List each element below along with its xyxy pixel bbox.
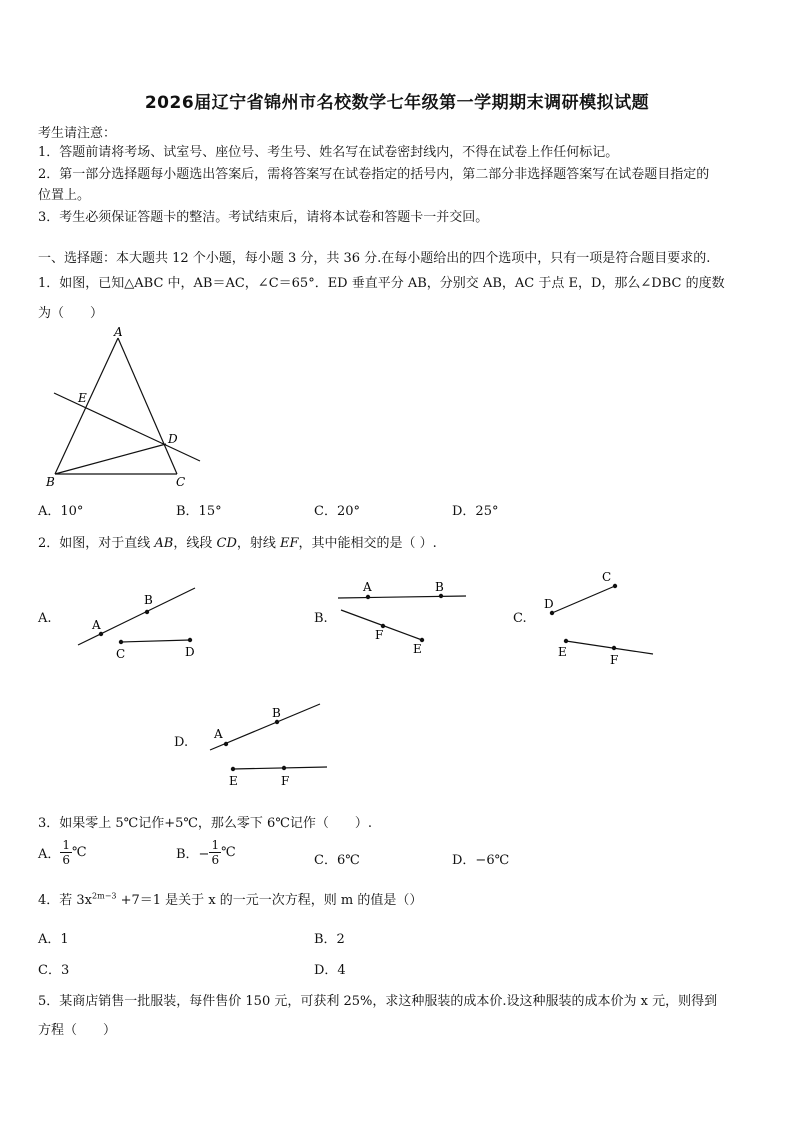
fraction — [60, 838, 72, 867]
q5-stem-cont: 方程（ ） — [38, 1023, 117, 1038]
q2-stem-mid2: ，射线 — [236, 536, 281, 551]
q2-stem — [38, 532, 437, 551]
q4-option-c[interactable]: C．3 — [38, 963, 70, 978]
q4-stem-rest: +7＝1 是关于 x 的一元一次方程，则 m 的值是（） — [116, 893, 423, 908]
point-f: F — [375, 628, 384, 642]
numerator: 1 — [211, 838, 220, 852]
q2-option-b-label[interactable]: B. — [314, 611, 328, 626]
label-e: E — [78, 391, 87, 405]
section-heading: 一、选择题：本大题共 12 个小题，每小题 3 分，共 36 分.在每小题给出的四个选项中，只有一项是符合题目要求的. — [38, 251, 711, 266]
point-c: C — [116, 647, 126, 661]
unit: ℃ — [221, 845, 236, 860]
notice-heading: 考生请注意： — [38, 126, 117, 141]
q2-stem-prefix: 2．如图，对于直线 — [38, 536, 155, 551]
q3-option-b-prefix: B．− — [176, 847, 210, 862]
q1-triangle-figure — [30, 322, 220, 492]
numerator: 1 — [62, 838, 71, 852]
q2-option-c-label[interactable]: C. — [513, 611, 527, 626]
point-a: A — [363, 580, 372, 594]
q3-option-d[interactable]: D．−6℃ — [452, 853, 510, 868]
segment-ac — [118, 338, 177, 474]
point-a: A — [214, 727, 223, 741]
q2-option-a-figure[interactable] — [70, 580, 210, 665]
q1-stem: 1．如图，已知△ABC 中，AB＝AC，∠C＝65°．ED 垂直平分 AB，分别交 AB，AC 于点 E，D，那么∠DBC 的度数 — [38, 276, 725, 291]
q3-option-c[interactable]: C．6℃ — [314, 853, 360, 868]
q2-stem-mid1: ，线段 — [173, 536, 217, 551]
point-b: B — [435, 580, 444, 594]
q2-segment-cd: CD — [216, 536, 237, 551]
q2-option-a-label[interactable]: A. — [38, 611, 52, 626]
denominator: 6 — [211, 853, 220, 867]
point-d: D — [185, 645, 195, 659]
q2-option-d-figure[interactable] — [200, 695, 335, 790]
q1-option-b[interactable]: B．15° — [176, 504, 222, 519]
q4-stem-prefix: 4．若 3x — [38, 893, 93, 908]
q1-option-a[interactable]: A．10° — [38, 504, 84, 519]
q5-stem: 5．某商店销售一批服装，每件售价 150 元，可获利 25%，求这种服装的成本价.设这种服装的成本价为 x 元，则得到 — [38, 994, 718, 1009]
denominator: 6 — [62, 853, 71, 867]
q4-option-d[interactable]: D．4 — [314, 963, 346, 978]
point-e: E — [229, 774, 238, 788]
point-b: B — [144, 593, 153, 607]
unit: ℃ — [72, 845, 87, 860]
q4-stem — [38, 889, 422, 908]
q3-option-a[interactable] — [38, 838, 87, 867]
q3-option-a-prefix: A． — [38, 847, 61, 862]
label-c: C — [176, 475, 186, 489]
label-a: A — [114, 325, 123, 339]
label-d: D — [168, 432, 178, 446]
segment-ab — [55, 338, 118, 474]
notice-item-3: 3．考生必须保证答题卡的整洁。考试结束后，请将本试卷和答题卡一并交回。 — [38, 210, 489, 225]
q4-option-a[interactable]: A．1 — [38, 932, 69, 947]
label-b: B — [46, 475, 55, 489]
q2-option-b-figure[interactable] — [333, 575, 473, 660]
q3-option-b[interactable] — [176, 838, 236, 867]
point-a: A — [92, 618, 101, 632]
point-b: B — [272, 706, 281, 720]
q2-line-ab: AB — [154, 536, 174, 551]
point-f: F — [610, 653, 619, 667]
q2-option-d-label[interactable]: D. — [174, 735, 189, 750]
q2-ray-ef: EF — [280, 536, 299, 551]
q1-option-c[interactable]: C．20° — [314, 504, 360, 519]
segment-bd — [55, 444, 166, 474]
q1-option-d[interactable]: D．25° — [452, 504, 499, 519]
q1-stem-cont: 为（ ） — [38, 306, 104, 321]
notice-item-1: 1．答题前请将考场、试室号、座位号、考生号、姓名写在试卷密封线内，不得在试卷上作任何标记。 — [38, 145, 619, 160]
page-title: 2026届辽宁省锦州市名校数学七年级第一学期期末调研模拟试题 — [144, 93, 650, 113]
q4-option-b[interactable]: B．2 — [314, 932, 345, 947]
notice-item-2-cont: 位置上。 — [38, 188, 91, 203]
notice-item-2: 2．第一部分选择题每小题选出答案后，需将答案写在试卷指定的括号内，第二部分非选择题答案写在试卷题目指定的 — [38, 167, 710, 182]
q4-exponent: 2m−3 — [92, 891, 117, 901]
perpendicular-bisector-ed — [54, 393, 200, 461]
q2-stem-suffix: ，其中能相交的是（ ）. — [298, 536, 437, 551]
point-f: F — [281, 774, 290, 788]
q3-stem: 3．如果零上 5℃记作+5℃，那么零下 6℃记作（ ）. — [38, 816, 373, 831]
point-d: D — [544, 597, 554, 611]
point-c: C — [602, 570, 612, 584]
point-e: E — [413, 642, 422, 656]
q2-option-c-figure[interactable] — [540, 565, 660, 670]
point-e: E — [558, 645, 567, 659]
fraction — [209, 838, 221, 867]
